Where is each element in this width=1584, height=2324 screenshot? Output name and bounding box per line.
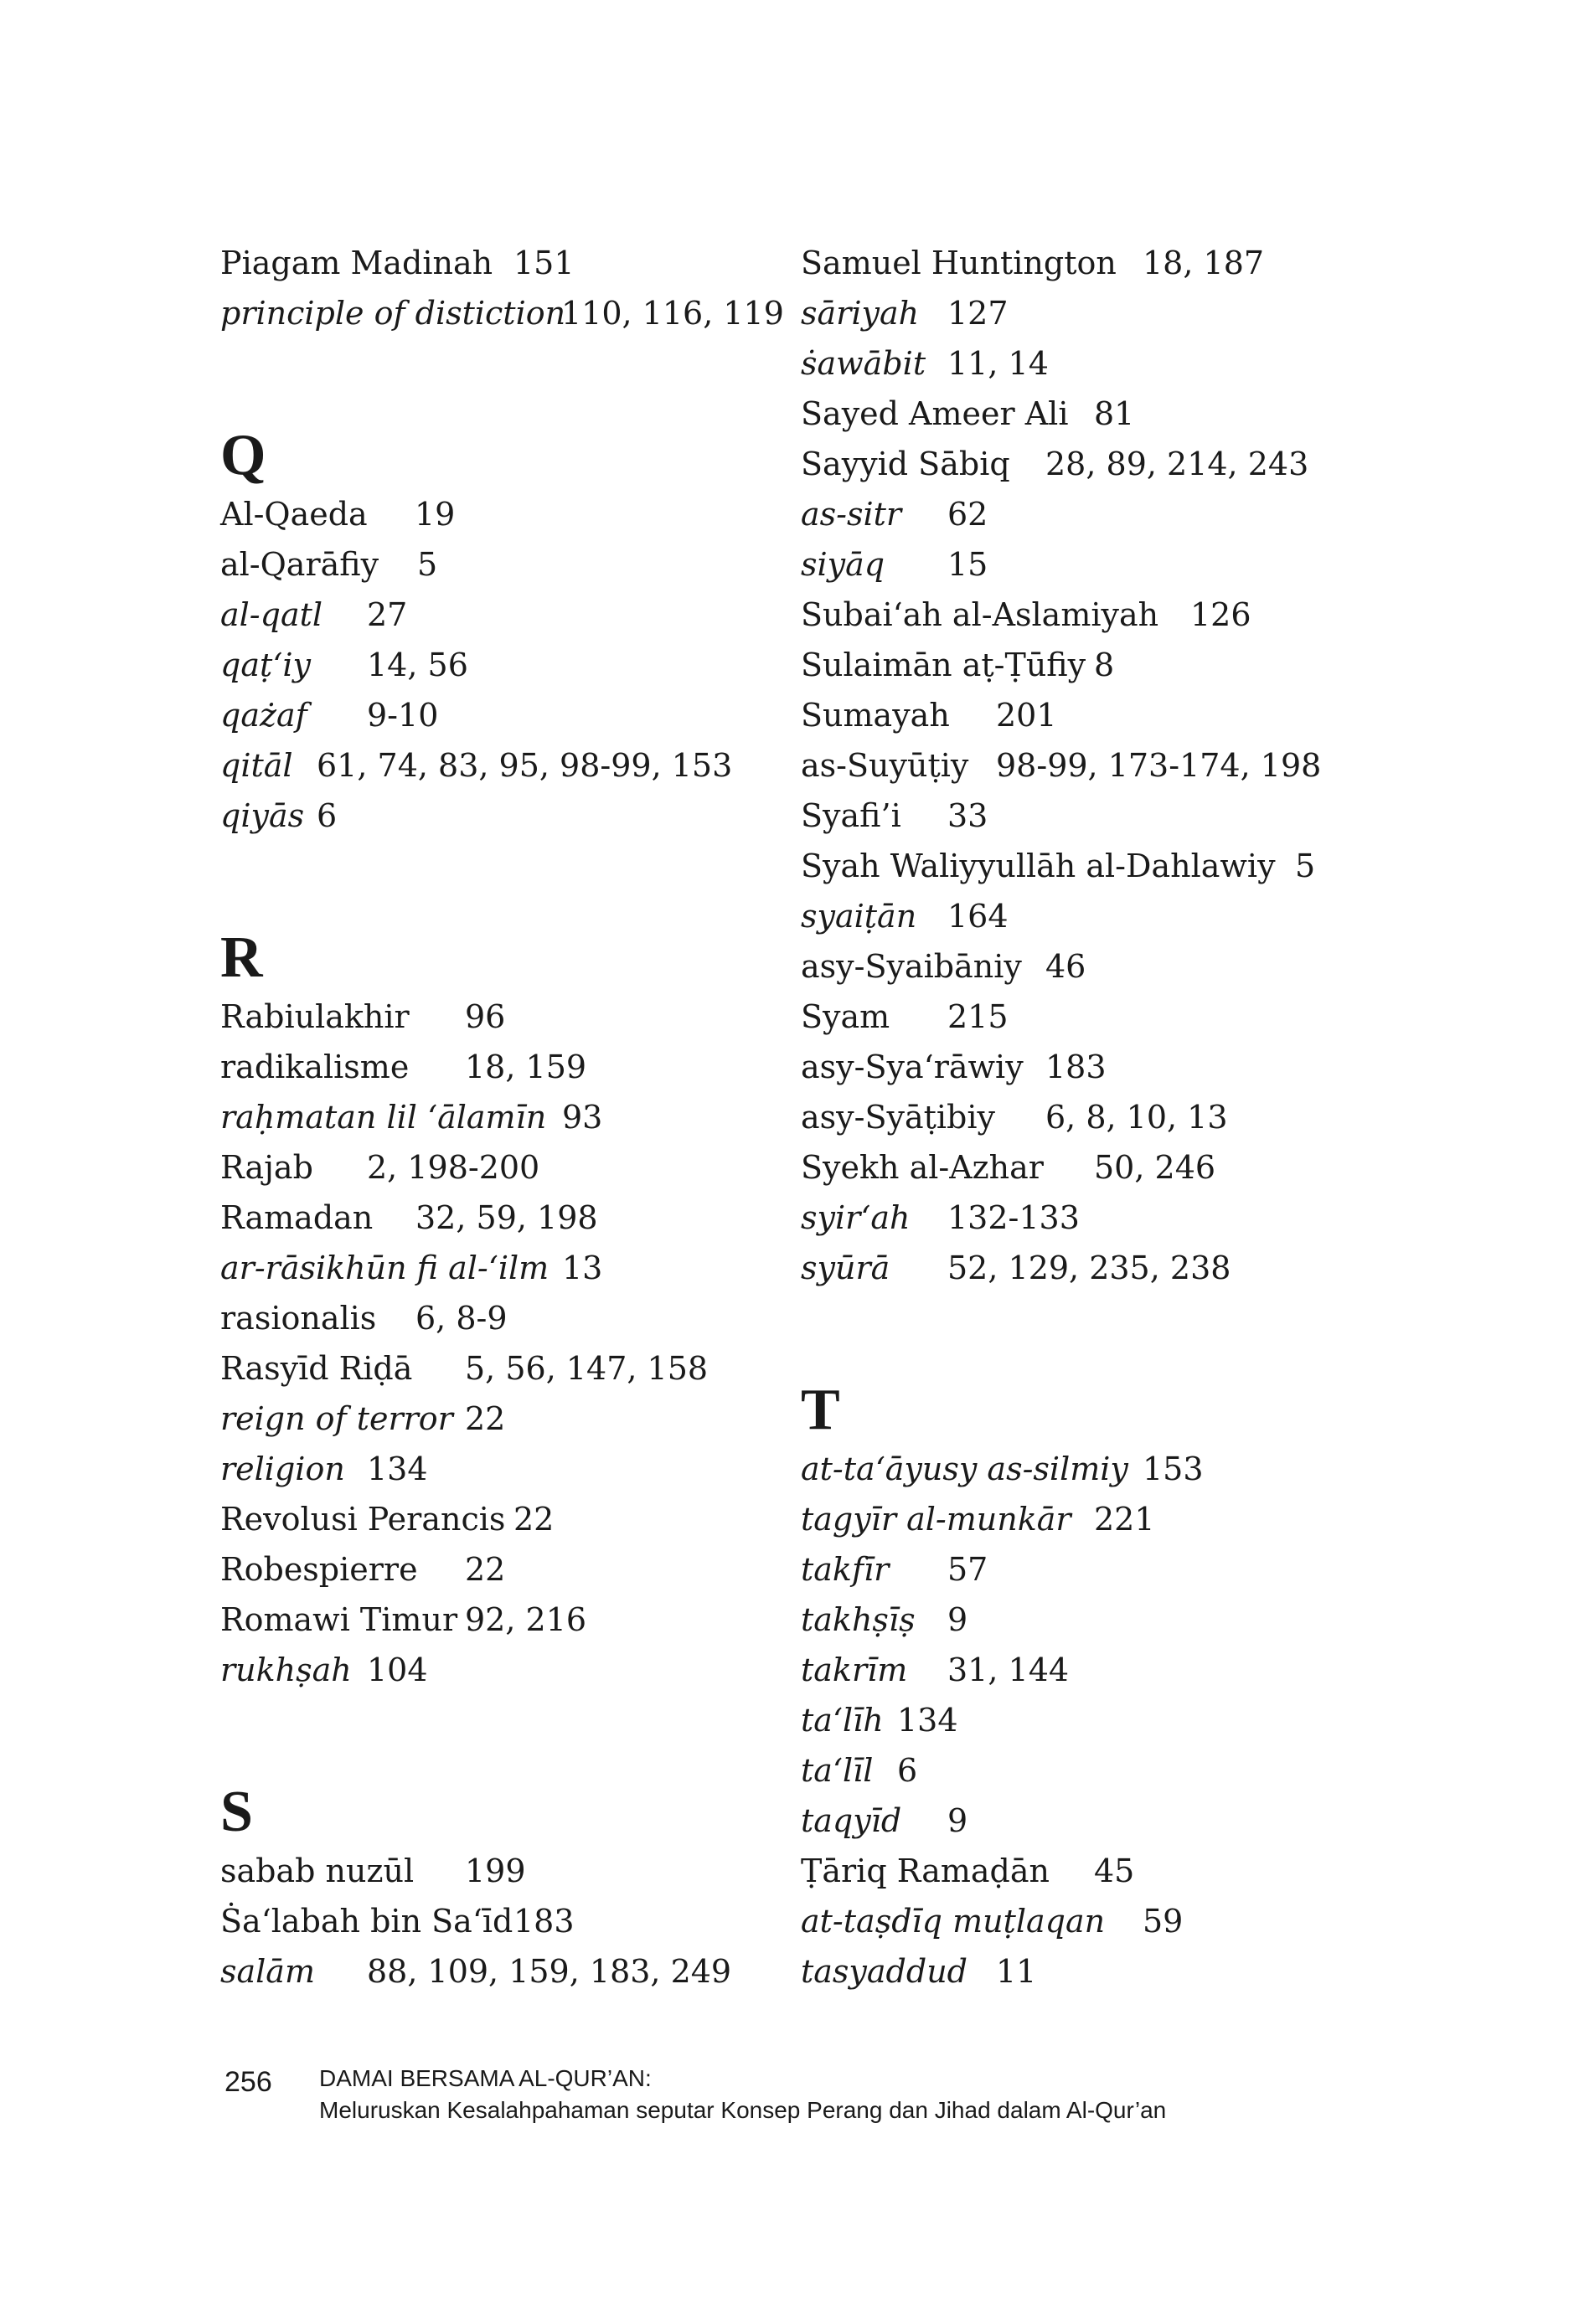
page-refs: 33 [947, 797, 988, 834]
page-refs: 96 [465, 998, 506, 1035]
index-term: Syam [801, 998, 890, 1035]
page-refs: 46 [1045, 948, 1086, 985]
page-refs: 6 [897, 1752, 918, 1789]
page-refs: 151 [513, 245, 575, 281]
index-term: takhṣīṣ [801, 1601, 916, 1638]
page-refs: 61, 74, 83, 95, 98-99, 153 [317, 747, 733, 784]
page-refs: 6, 8, 10, 13 [1045, 1099, 1228, 1136]
page-refs: 28, 89, 214, 243 [1045, 446, 1309, 482]
page-refs: 221 [1094, 1501, 1155, 1538]
running-subtitle: Meluruskan Kesalahpahaman seputar Konsep Perang dan Jihad dalam Al-Qur’an [319, 2097, 1167, 2123]
page-refs: 183 [513, 1903, 575, 1940]
index-term: asy-Syāṭibiy [801, 1099, 995, 1136]
index-term: Sumayah [801, 697, 950, 734]
page-refs: 22 [465, 1400, 506, 1437]
index-term: Romawi Timur [220, 1601, 458, 1638]
index-term: Syekh al-Azhar [801, 1149, 1044, 1186]
index-term: takfīr [801, 1551, 890, 1588]
page-refs: 110, 116, 119 [561, 295, 784, 332]
index-term: radikalisme [220, 1049, 410, 1085]
page-refs: 93 [562, 1099, 603, 1136]
index-term: Ṡa‘labah bin Sa‘īd [220, 1903, 513, 1940]
index-term: al-qatl [220, 596, 323, 633]
index-term: syūrā [801, 1250, 890, 1286]
page-refs: 18, 159 [465, 1049, 587, 1085]
page-refs: 50, 246 [1094, 1149, 1216, 1186]
section-letter: T [801, 1378, 840, 1442]
page-refs: 11, 14 [947, 345, 1049, 382]
index-term: as-Suyūṭiy [801, 747, 969, 784]
page-refs: 62 [947, 496, 988, 533]
page-refs: 9 [947, 1601, 968, 1638]
index-term: Syafi’i [801, 797, 901, 834]
page-refs: 134 [897, 1702, 958, 1739]
page-refs: 57 [947, 1551, 988, 1588]
index-term: syir‘ah [801, 1199, 911, 1236]
index-term: as-sitr [801, 496, 902, 533]
index-term: Sayed Ameer Ali [801, 395, 1069, 432]
index-term: Sulaimān aṭ-Ṭūfiy [801, 647, 1086, 683]
index-term: tagyīr al-munkār [801, 1501, 1071, 1538]
index-term: Al-Qaeda [220, 496, 368, 533]
page-refs: 127 [947, 295, 1009, 332]
page-refs: 2, 198-200 [367, 1149, 540, 1186]
page-refs: 14, 56 [367, 647, 468, 683]
index-term: asy-Sya‘rāwiy [801, 1049, 1024, 1085]
page-refs: 45 [1094, 1853, 1135, 1889]
index-term: Rajab [220, 1149, 313, 1186]
index-term: ṡawābit [801, 345, 926, 382]
page-refs: 132-133 [947, 1199, 1080, 1236]
index-term: principle of distiction [220, 295, 566, 332]
page-refs: 6, 8-9 [415, 1300, 508, 1337]
index-term: religion [220, 1451, 345, 1487]
page-refs: 88, 109, 159, 183, 249 [367, 1953, 732, 1990]
page-refs: 59 [1143, 1903, 1184, 1940]
index-term: taqyīd [801, 1802, 902, 1839]
section-letter: R [220, 925, 263, 990]
page-refs: 164 [947, 898, 1009, 935]
page-refs: 11 [996, 1953, 1037, 1990]
index-term: syaiṭān [801, 898, 917, 935]
index-term: qiyās [220, 797, 305, 834]
page-refs: 5 [1295, 848, 1316, 884]
index-term: Ramadan [220, 1199, 374, 1236]
index-term: ta‘līh [801, 1702, 884, 1739]
index-term: siyāq [801, 546, 885, 583]
index-term: al-Qarāfiy [220, 546, 379, 583]
index-term: at-ta‘āyusy as-silmiy [801, 1451, 1128, 1487]
page-refs: 8 [1094, 647, 1115, 683]
page-refs: 126 [1190, 596, 1251, 633]
index-term: ar-rāsikhūn fi al-‘ilm [220, 1250, 549, 1286]
index-term: Samuel Huntington [801, 245, 1117, 281]
index-term: Revolusi Perancis [220, 1501, 506, 1538]
page-refs: 183 [1045, 1049, 1107, 1085]
index-term: ta‘līl [801, 1752, 874, 1789]
page-refs: 15 [947, 546, 988, 583]
page-refs: 199 [465, 1853, 526, 1889]
page-refs: 9-10 [367, 697, 439, 734]
running-title: DAMAI BERSAMA AL-QUR’AN: [319, 2065, 652, 2091]
page-refs: 27 [367, 596, 408, 633]
page-refs: 52, 129, 235, 238 [947, 1250, 1231, 1286]
page-refs: 5 [417, 546, 438, 583]
page-refs: 153 [1143, 1451, 1204, 1487]
page-refs: 6 [317, 797, 338, 834]
index-term: takrīm [801, 1652, 908, 1688]
index-term: rukhṣah [220, 1652, 352, 1688]
page-refs: 9 [947, 1802, 968, 1839]
index-term: reign of terror [220, 1400, 453, 1437]
page-refs: 18, 187 [1143, 245, 1265, 281]
page-refs: 201 [996, 697, 1057, 734]
page-refs: 22 [513, 1501, 555, 1538]
index-term: raḥmatan lil ‘ālamīn [220, 1099, 547, 1136]
index-term: Syah Waliyyullāh al-Dahlawiy [801, 848, 1276, 884]
index-term: asy-Syaibāniy [801, 948, 1022, 985]
index-term: Sayyid Sābiq [801, 446, 1010, 482]
section-letter: Q [220, 423, 266, 487]
page-refs: 32, 59, 198 [415, 1199, 598, 1236]
page-refs: 19 [415, 496, 456, 533]
index-term: sabab nuzūl [220, 1853, 415, 1889]
index-term: Subai‘ah al-Aslamiyah [801, 596, 1159, 633]
page-refs: 92, 216 [465, 1601, 587, 1638]
page-refs: 98-99, 173-174, 198 [996, 747, 1322, 784]
page-refs: 31, 144 [947, 1652, 1070, 1688]
index-term: Rabiulakhir [220, 998, 410, 1035]
index-term: qitāl [220, 747, 293, 784]
index-term: sāriyah [801, 295, 920, 332]
index-term: qaṭ‘iy [220, 647, 311, 683]
page-refs: 134 [367, 1451, 428, 1487]
index-term: Ṭāriq Ramaḍān [801, 1853, 1050, 1889]
index-term: qażaf [220, 697, 307, 734]
index-term: at-taṣdīq muṭlaqan [801, 1903, 1106, 1940]
index-term: rasionalis [220, 1300, 377, 1337]
page-refs: 5, 56, 147, 158 [465, 1350, 709, 1387]
index-term: tasyaddud [801, 1953, 967, 1990]
page-refs: 22 [465, 1551, 506, 1588]
page-number: 256 [224, 2066, 272, 2098]
page-refs: 104 [367, 1652, 428, 1688]
page-refs: 13 [562, 1250, 603, 1286]
section-letter: S [220, 1780, 253, 1844]
index-term: Robespierre [220, 1551, 418, 1588]
page-refs: 81 [1094, 395, 1135, 432]
index-term: salām [220, 1953, 315, 1990]
page-refs: 215 [947, 998, 1009, 1035]
index-term: Rasyīd Riḍā [220, 1350, 413, 1387]
index-term: Piagam Madinah [220, 245, 493, 281]
